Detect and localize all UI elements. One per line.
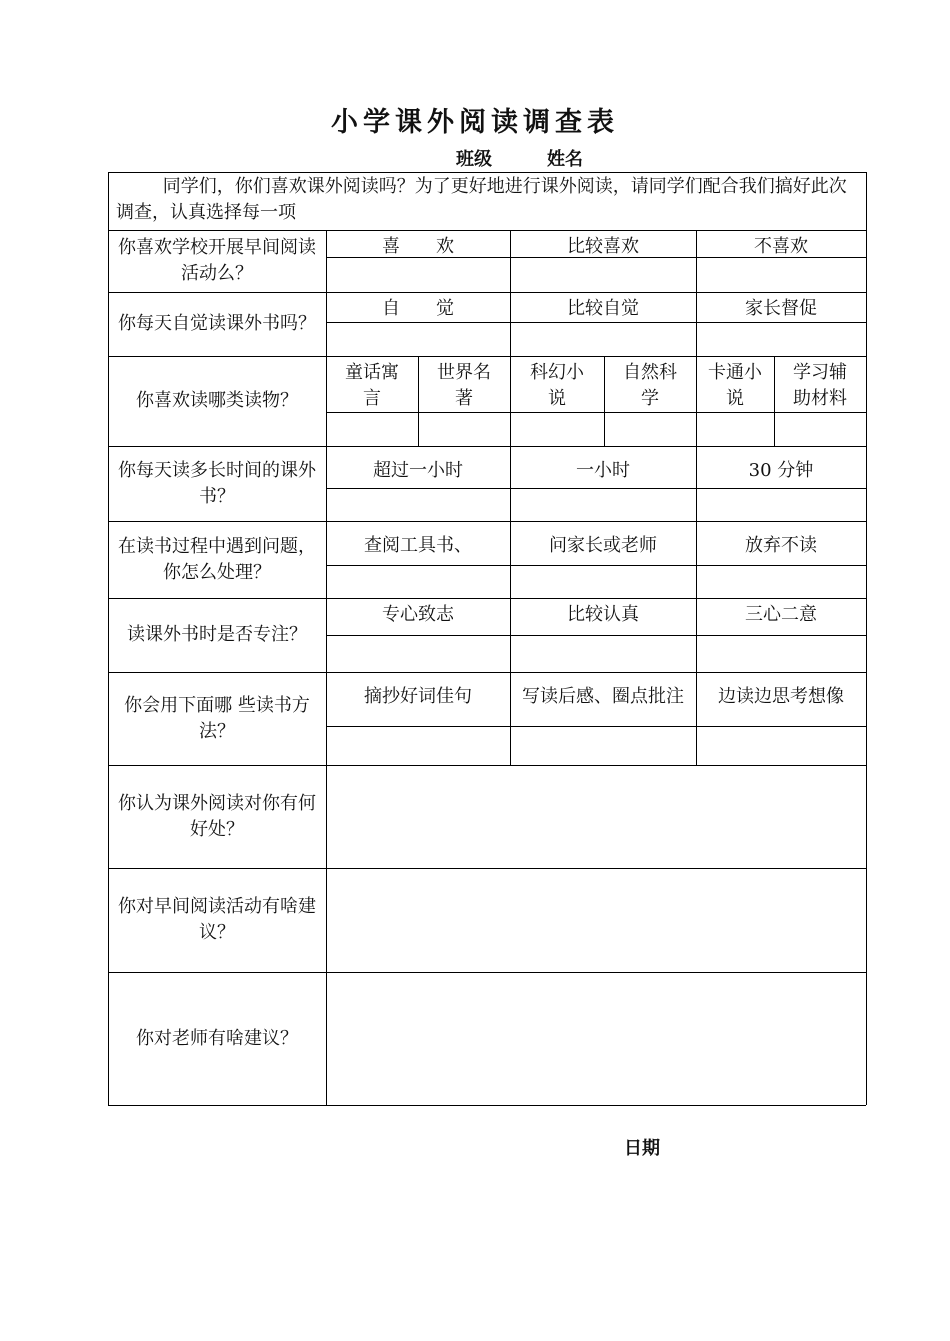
- choice-checkbox[interactable]: [776, 414, 864, 444]
- question-label: 你喜欢读哪类读物？: [136, 390, 298, 411]
- answer-box[interactable]: [328, 974, 864, 1103]
- choice-checkbox[interactable]: [328, 490, 508, 519]
- option-label: 写读后感、圈点批注: [522, 686, 684, 707]
- option-label: 学习辅助材料: [793, 362, 847, 409]
- option-label: 科幻小说: [530, 362, 584, 409]
- choice-checkbox[interactable]: [328, 414, 416, 444]
- option-label: 30 分钟: [748, 460, 814, 481]
- answer-divider-rule: [326, 412, 866, 413]
- choice-checkbox[interactable]: [698, 324, 864, 354]
- question-column-rule: [326, 868, 327, 972]
- option-label: 问家长或老师: [549, 535, 657, 556]
- question-column-rule: [326, 972, 327, 1105]
- option-label: 世界名著: [437, 362, 491, 409]
- option-label: 卡通小说: [708, 362, 762, 409]
- choice-checkbox[interactable]: [512, 259, 694, 290]
- choice-checkbox[interactable]: [328, 259, 508, 290]
- class-label: 班级: [456, 149, 492, 170]
- option-label: 比较喜欢: [567, 236, 639, 257]
- choice-checkbox[interactable]: [420, 414, 508, 444]
- option-label: 边读边思考想像: [718, 686, 844, 707]
- question-column-rule: [326, 765, 327, 868]
- choice-checkbox[interactable]: [328, 567, 508, 596]
- question-label: 在读书过程中遇到问题，你怎么处理？: [118, 535, 316, 583]
- option-label: 喜 欢: [382, 236, 454, 257]
- intro-text: 同学们，你们喜欢课外阅读吗？为了更好地进行课外阅读，请同学们配合我们搞好此次调查，认真选择每一项: [116, 176, 847, 223]
- answer-divider-rule: [326, 322, 866, 323]
- option-label: 放弃不读: [745, 535, 817, 556]
- date-label: 日期: [624, 1138, 660, 1159]
- choice-checkbox[interactable]: [698, 637, 864, 670]
- table-right-border: [866, 172, 867, 1105]
- choice-checkbox[interactable]: [328, 728, 508, 763]
- choice-checkbox[interactable]: [698, 490, 864, 519]
- choice-checkbox[interactable]: [512, 324, 694, 354]
- question-label: 你每天自觉读课外书吗？: [118, 313, 316, 334]
- option-label: 三心二意: [745, 604, 817, 625]
- option-label: 专心致志: [382, 604, 454, 625]
- option-label: 自然科学: [623, 362, 677, 409]
- choice-checkbox[interactable]: [328, 637, 508, 670]
- question-label: 读课外书时是否专注？: [127, 624, 307, 645]
- option-label: 自 觉: [382, 298, 454, 319]
- answer-divider-rule: [326, 726, 866, 727]
- choice-checkbox[interactable]: [512, 414, 602, 444]
- option-label: 比较自觉: [567, 298, 639, 319]
- name-label: 姓名: [547, 149, 583, 170]
- option-label: 一小时: [576, 460, 630, 481]
- question-label: 你每天读多长时间的课外书？: [118, 459, 316, 507]
- question-label: 你对早间阅读活动有啥建议？: [118, 896, 316, 943]
- choice-checkbox[interactable]: [512, 637, 694, 670]
- choice-checkbox[interactable]: [698, 259, 864, 290]
- answer-box[interactable]: [328, 767, 864, 866]
- answer-divider-rule: [326, 635, 866, 636]
- choice-checkbox[interactable]: [512, 490, 694, 519]
- option-label: 查阅工具书、: [364, 535, 472, 556]
- option-label: 超过一小时: [373, 460, 463, 481]
- question-label: 你喜欢学校开展早间阅读活动么？: [118, 237, 316, 284]
- answer-divider-rule: [326, 488, 866, 489]
- question-label: 你对老师有啥建议？: [136, 1027, 298, 1049]
- choice-checkbox[interactable]: [698, 728, 864, 763]
- choice-checkbox[interactable]: [512, 728, 694, 763]
- option-label: 不喜欢: [754, 236, 808, 257]
- question-label: 你认为课外阅读对你有何好处？: [118, 792, 316, 840]
- answer-box[interactable]: [328, 870, 864, 970]
- row-bottom-rule: [108, 1105, 866, 1106]
- option-label: 家长督促: [745, 298, 817, 319]
- choice-checkbox[interactable]: [512, 567, 694, 596]
- choice-checkbox[interactable]: [606, 414, 694, 444]
- option-label: 童话寓言: [345, 362, 399, 409]
- choice-checkbox[interactable]: [698, 567, 864, 596]
- answer-divider-rule: [326, 565, 866, 566]
- choice-checkbox[interactable]: [328, 324, 508, 354]
- question-label: 你会用下面哪 些读书方法？: [124, 694, 310, 742]
- option-label: 比较认真: [567, 604, 639, 625]
- page-title: 小学课外阅读调查表: [331, 107, 619, 138]
- option-label: 摘抄好词佳句: [364, 686, 472, 707]
- choice-checkbox[interactable]: [698, 414, 772, 444]
